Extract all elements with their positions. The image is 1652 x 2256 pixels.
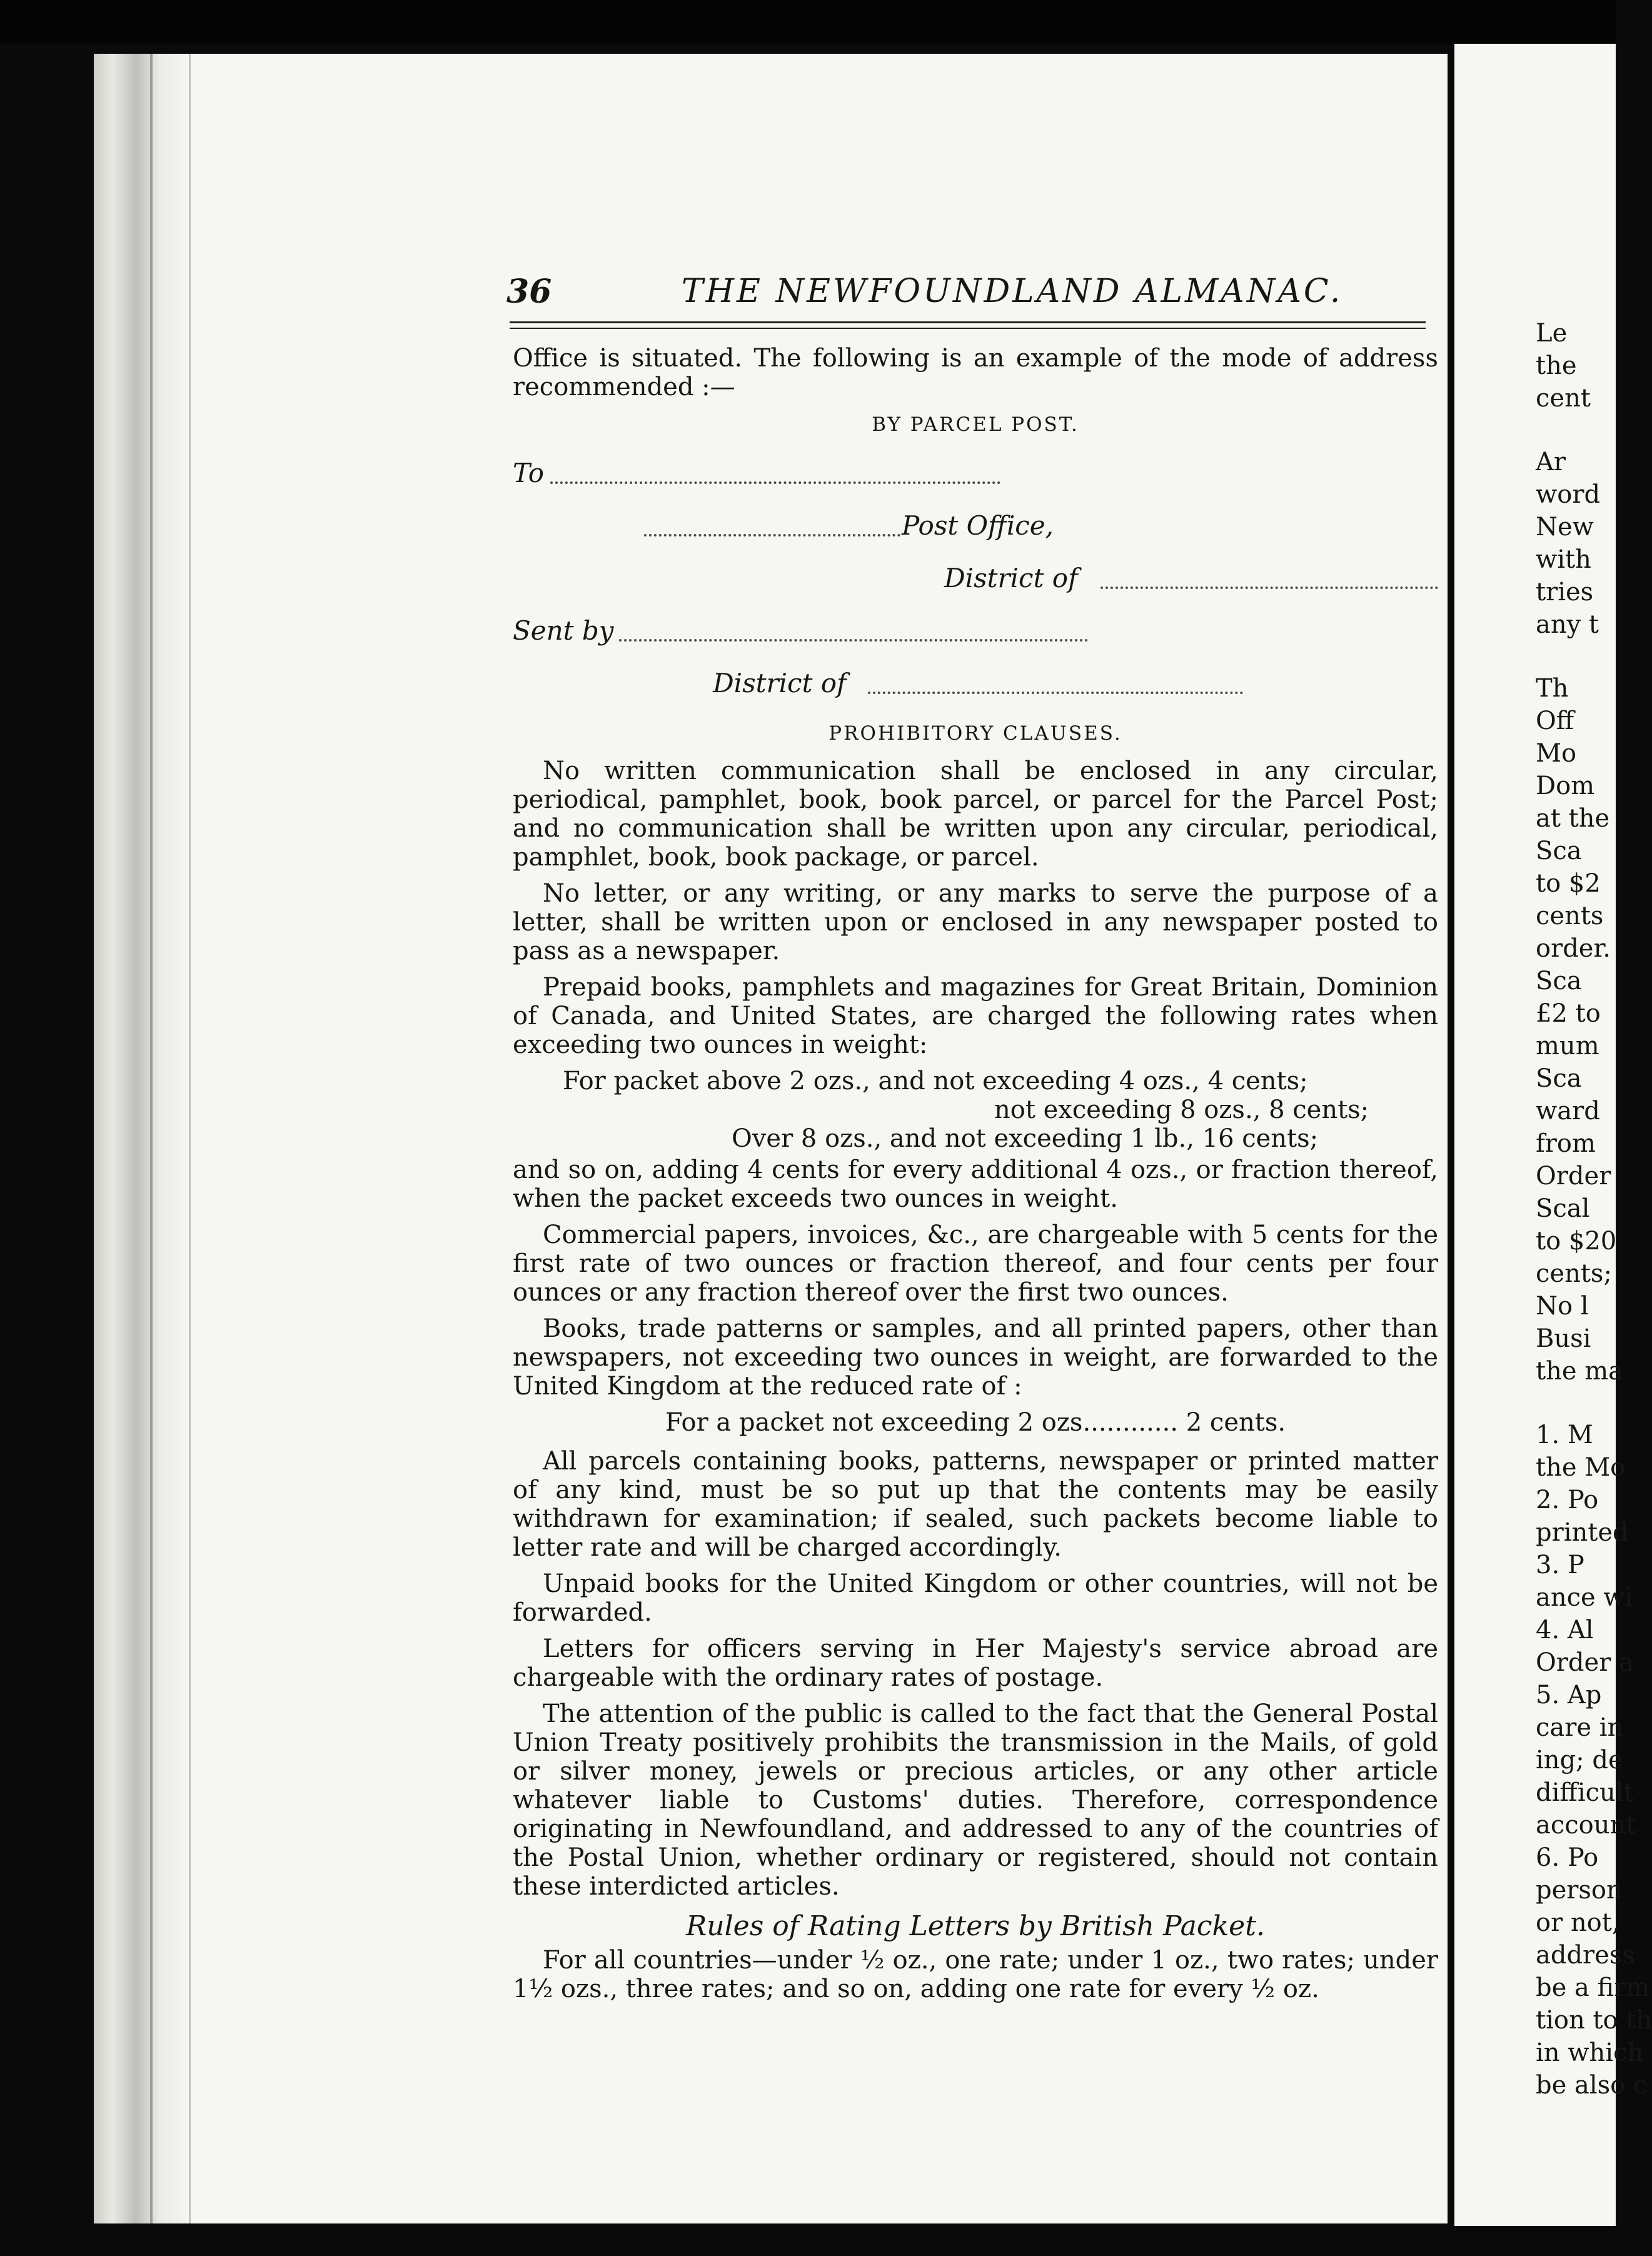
- right-page-line: Th: [1536, 674, 1569, 703]
- paragraph: All parcels containing books, patterns, newspaper or printed matter of any kind, must be so put up that the contents may be easily withdrawn for examination; if sealed, such packets become liable to letter rate and will be charged accordingly.: [513, 1447, 1438, 1562]
- right-page-line: printed: [1536, 1518, 1629, 1547]
- running-title: THE NEWFOUNDLAND ALMANAC.: [682, 273, 1343, 310]
- to-label: To: [513, 458, 545, 488]
- right-page-line: care in: [1536, 1713, 1624, 1742]
- paragraph: No written communication shall be enclosed in any circular, periodical, pamphlet, book, book parcel, or parcel for the Parcel Post; and no communication shall be written upon any circular, periodical, pamphlet, book, book package, or parcel.: [513, 757, 1438, 872]
- right-page-line: Mo: [1536, 739, 1577, 768]
- right-page-line: No l: [1536, 1292, 1589, 1321]
- dotted-line: [550, 480, 1000, 484]
- sent-by-label: Sent by: [513, 615, 614, 646]
- right-page-line: Busi: [1536, 1324, 1591, 1353]
- right-page-line: Order a: [1536, 1648, 1634, 1677]
- header-rule: [510, 328, 1426, 329]
- right-page-line: any t: [1536, 610, 1599, 639]
- scan-border-top: [0, 0, 1616, 44]
- dotted-line: [868, 690, 1243, 694]
- post-office-label: Post Office,: [902, 510, 1054, 541]
- prohibitory-heading: PROHIBITORY CLAUSES.: [829, 722, 1122, 745]
- paragraph: For all countries—under ½ oz., one rate; under 1 oz., two rates; under 1½ ozs., three rates; and so on, adding one rate for every ½ oz.: [513, 1946, 1438, 2003]
- right-page-line: the: [1536, 351, 1577, 380]
- right-page-line: cent: [1536, 384, 1591, 413]
- right-page-line: Scal: [1536, 1194, 1590, 1223]
- rate-text: For packet above 2 ozs., and not exceeding 4 ozs., 4 cents;: [563, 1067, 1308, 1095]
- right-page-line: account: [1536, 1811, 1636, 1840]
- right-page-line: address: [1536, 1941, 1635, 1970]
- right-page-line: in which: [1536, 2038, 1644, 2067]
- right-page-line: 3. P: [1536, 1551, 1584, 1579]
- rate-table: [513, 1067, 1438, 1153]
- paragraph: and so on, adding 4 cents for every additional 4 ozs., or fraction thereof, when the packet exceeds two ounces in weight.: [513, 1156, 1438, 1213]
- right-page-line: 6. Po: [1536, 1843, 1599, 1872]
- right-page-line: New: [1536, 513, 1594, 541]
- right-page-line: from: [1536, 1129, 1596, 1158]
- parcel-post-heading: BY PARCEL POST.: [872, 413, 1079, 436]
- right-page-fragment: [1454, 44, 1652, 2226]
- right-page-line: tion to th: [1536, 2006, 1652, 2035]
- right-page-line: Off: [1536, 707, 1574, 735]
- reduced-rate-line: For a packet not exceeding 2 ozs............ 2 cents.: [665, 1408, 1286, 1437]
- right-page-line: 4. Al: [1536, 1616, 1594, 1644]
- right-page-line: Sca: [1536, 967, 1582, 995]
- page-gutter: [94, 54, 188, 2223]
- page-body: [513, 344, 1438, 2011]
- right-page-line: Ar: [1536, 448, 1566, 476]
- address-form-to: [513, 448, 1438, 500]
- left-page: [94, 54, 1448, 2223]
- right-page-line: Sca: [1536, 1064, 1582, 1093]
- right-page-line: 1. M: [1536, 1421, 1593, 1449]
- paragraph: Books, trade patterns or samples, and all printed papers, other than newspapers, not exceeding two ounces in weight, are forwarded to the United Kingdom at the reduced rate of :: [513, 1314, 1438, 1401]
- right-page-line: 2. Po: [1536, 1486, 1599, 1514]
- dotted-line: [619, 638, 1088, 642]
- paragraph: Unpaid books for the United Kingdom or other countries, will not be forwarded.: [513, 1569, 1438, 1627]
- rate-line: [513, 1124, 1438, 1153]
- dotted-line: [644, 533, 900, 536]
- rate-line: [513, 1067, 1438, 1095]
- right-page-line: £2 to: [1536, 999, 1601, 1028]
- right-page-line: person: [1536, 1876, 1623, 1905]
- paragraph: The attention of the public is called to the fact that the General Postal Union Treaty positively prohibits the transmission in the Mails, of gold or silver money, jewels or precious articles, or any other article whatever liable to Customs' duties. Therefore, correspondence originating in Newfoundland, and addressed to any of the countries of the Postal Union, whether ordinary or registered, should not contain these interdicted articles.: [513, 1700, 1438, 1901]
- right-page-line: order.: [1536, 934, 1611, 963]
- right-page-line: with: [1536, 545, 1591, 574]
- running-head: [419, 273, 1426, 310]
- paragraph: Commercial papers, invoices, &c., are chargeable with 5 cents for the first rate of two ounces or fraction thereof, and four cents per four ounces or any fraction thereof over the first two ounces.: [513, 1221, 1438, 1307]
- right-page-line: Le: [1536, 319, 1568, 348]
- right-page-line: to $2: [1536, 869, 1601, 898]
- header-rule: [510, 321, 1426, 323]
- right-page-line: be also c: [1536, 2071, 1648, 2100]
- gutter-line: [150, 54, 153, 2223]
- right-page-line: the Mo: [1536, 1453, 1626, 1482]
- paragraph: Letters for officers serving in Her Majesty's service abroad are chargeable with the ordinary rates of postage.: [513, 1634, 1438, 1692]
- address-form-post-office: [513, 500, 1438, 553]
- right-page-line: be a firm: [1536, 1973, 1650, 2002]
- right-page-line: Order: [1536, 1162, 1611, 1191]
- right-page-line: 5. Ap: [1536, 1681, 1602, 1710]
- right-page-line: cents;: [1536, 1259, 1612, 1288]
- gutter-line: [189, 54, 191, 2223]
- rate-line: [513, 1095, 1438, 1124]
- rules-heading: Rules of Rating Letters by British Packet.: [686, 1910, 1265, 1942]
- right-page-line: ward: [1536, 1097, 1600, 1125]
- right-page-line: or not,: [1536, 1908, 1620, 1937]
- right-page-line: the ma: [1536, 1357, 1623, 1386]
- right-page-line: difficult: [1536, 1778, 1634, 1807]
- right-page-line: at the: [1536, 804, 1610, 833]
- address-form-district-1: [513, 553, 1438, 605]
- district-label: District of: [944, 563, 1078, 593]
- paragraph: No letter, or any writing, or any marks to serve the purpose of a letter, shall be written upon or enclosed in any newspaper posted to pass as a newspaper.: [513, 879, 1438, 965]
- right-page-line: Sca: [1536, 837, 1582, 865]
- right-page-line: mum: [1536, 1032, 1599, 1060]
- page-number: 36: [506, 273, 552, 311]
- right-page-line: tries: [1536, 578, 1594, 607]
- right-page-line: Dom: [1536, 772, 1595, 800]
- district-label: District of: [713, 668, 847, 698]
- rate-text: Over 8 ozs., and not exceeding 1 lb., 16 cents;: [732, 1124, 1319, 1153]
- intro-paragraph: Office is situated. The following is an example of the mode of address recommended :—: [513, 344, 1438, 401]
- address-form-sent-by: [513, 605, 1438, 658]
- paragraph: Prepaid books, pamphlets and magazines for Great Britain, Dominion of Canada, and United States, are charged the following rates when exceeding two ounces in weight:: [513, 973, 1438, 1059]
- right-page-line: to $20: [1536, 1227, 1617, 1256]
- right-page-line: ance wi: [1536, 1583, 1633, 1612]
- address-form-district-2: [513, 658, 1438, 710]
- dotted-line: [1100, 585, 1438, 589]
- rate-text: not exceeding 8 ozs., 8 cents;: [994, 1095, 1369, 1124]
- right-page-line: cents: [1536, 902, 1604, 930]
- right-page-line: ing; de: [1536, 1746, 1623, 1775]
- right-page-line: word: [1536, 480, 1601, 509]
